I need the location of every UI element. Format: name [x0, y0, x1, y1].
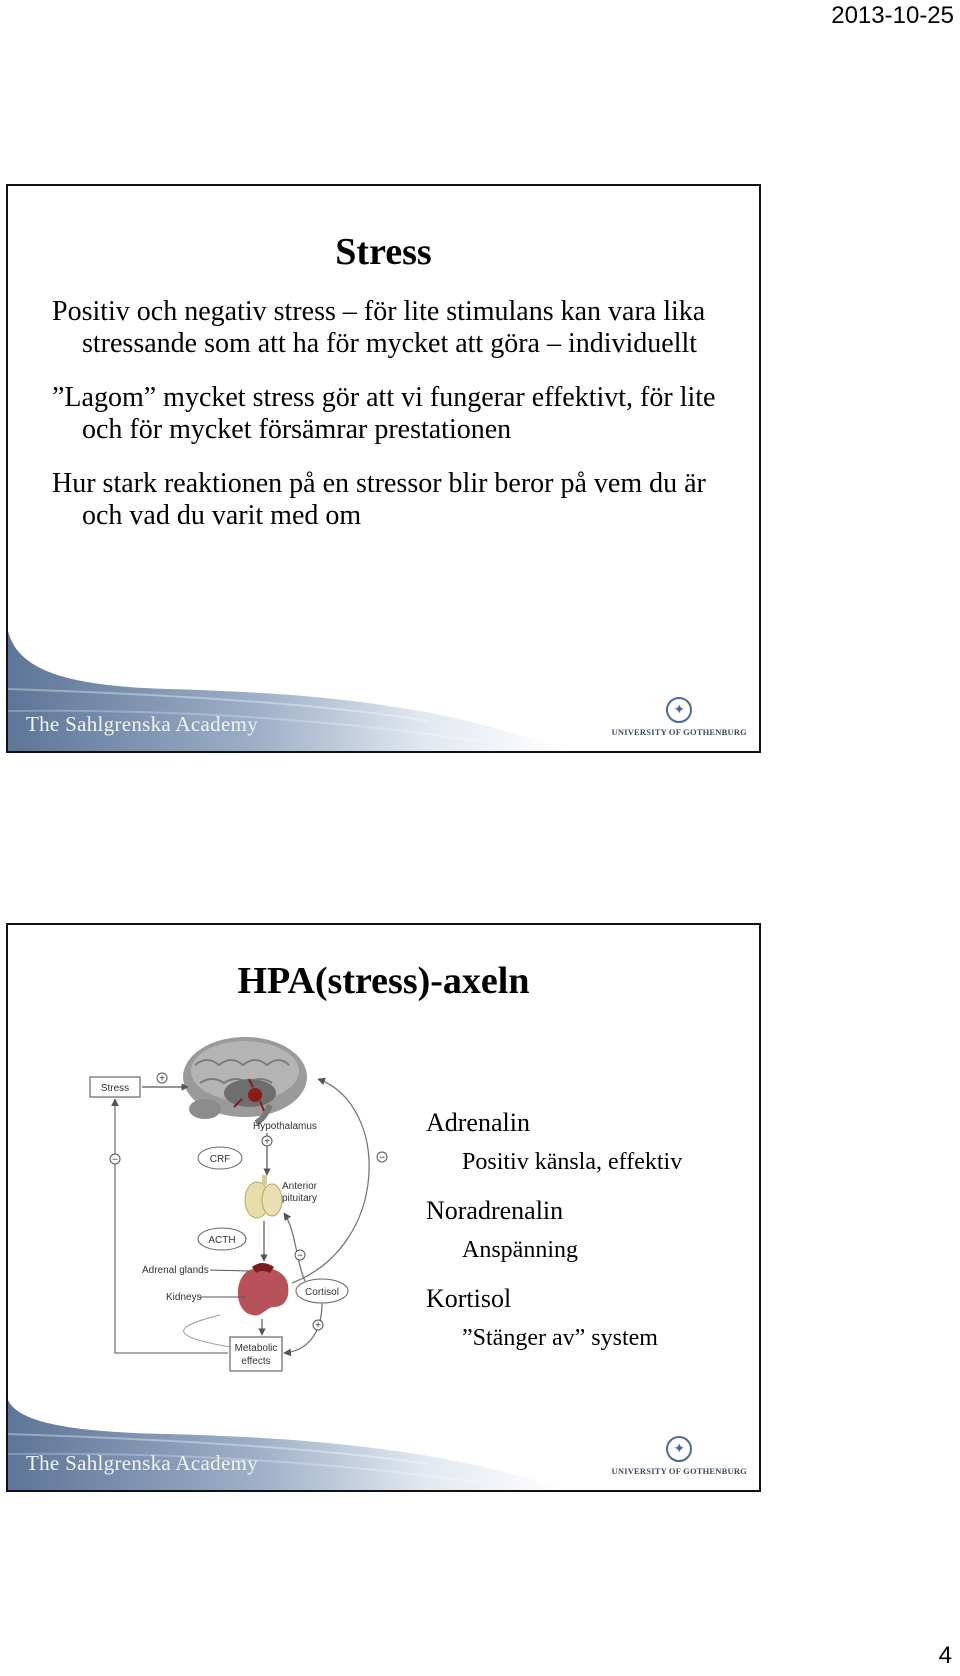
hypothalamus-label: Hypothalamus	[253, 1121, 317, 1132]
anterior-label: Anterior	[282, 1181, 318, 1192]
slide-title: Stress	[335, 231, 432, 273]
slide-hpa-axis	[6, 923, 761, 1492]
slide-stress	[6, 184, 761, 753]
bullet-item: Hur stark reaktionen på en stressor blir beror på vem du är och vad du varit med om	[52, 468, 706, 531]
brain-illustration	[183, 1037, 307, 1123]
hormone-description: ”Stänger av” system	[462, 1325, 658, 1351]
minus-sign: −	[379, 1152, 385, 1164]
hormone-list	[426, 1108, 756, 1372]
page-number: 4	[938, 1642, 952, 1669]
university-name: UNIVERSITY OF GOTHENBURG	[611, 727, 747, 737]
hormone-name: Kortisol	[426, 1284, 512, 1313]
bullet-item: ”Lagom” mycket stress gör att vi fungerar effektivt, för lite och för mycket försämrar prestationen	[52, 382, 716, 445]
stress-label: Stress	[100, 1083, 130, 1094]
bullet-list	[52, 296, 732, 554]
kidneys-label: Kidneys	[166, 1292, 202, 1303]
crf-label: CRF	[209, 1154, 231, 1165]
plus-sign: +	[315, 1320, 321, 1332]
slide-footer	[8, 1370, 759, 1490]
bullet-item: Positiv och negativ stress – för lite stimulans kan vara lika stressande som att ha för mycket att göra – individuellt	[52, 296, 706, 359]
hormone-description: Positiv känsla, effektiv	[462, 1149, 683, 1175]
pituitary-label: pituitary	[282, 1193, 318, 1204]
academy-logo-text: The Sahlgrenska Academy	[26, 712, 258, 736]
effects-label: effects	[241, 1356, 271, 1367]
metabolic-label: Metabolic	[234, 1343, 278, 1354]
hormone-name: Adrenalin	[426, 1108, 530, 1137]
minus-sign: −	[112, 1154, 118, 1166]
hormone-description: Anspänning	[462, 1237, 578, 1263]
plus-sign: +	[264, 1136, 270, 1148]
page-date: 2013-10-25	[831, 2, 954, 29]
academy-logo-text: The Sahlgrenska Academy	[26, 1451, 258, 1475]
slide-footer	[8, 631, 759, 751]
university-seal-icon: ✦	[666, 1436, 692, 1462]
hormone-name: Noradrenalin	[426, 1196, 564, 1225]
slide-title: HPA(stress)-axeln	[237, 960, 530, 1002]
cortisol-label: Cortisol	[305, 1287, 339, 1298]
pituitary-illustration	[245, 1175, 282, 1218]
university-logo	[612, 1436, 747, 1476]
acth-label: ACTH	[208, 1235, 236, 1246]
minus-sign: −	[297, 1250, 303, 1262]
adrenal-glands-label: Adrenal glands	[142, 1265, 209, 1276]
hpa-axis-diagram	[70, 1035, 410, 1405]
university-logo	[612, 697, 747, 737]
university-name: UNIVERSITY OF GOTHENBURG	[611, 1466, 747, 1476]
plus-sign: +	[159, 1073, 165, 1085]
university-seal-icon: ✦	[666, 697, 692, 723]
